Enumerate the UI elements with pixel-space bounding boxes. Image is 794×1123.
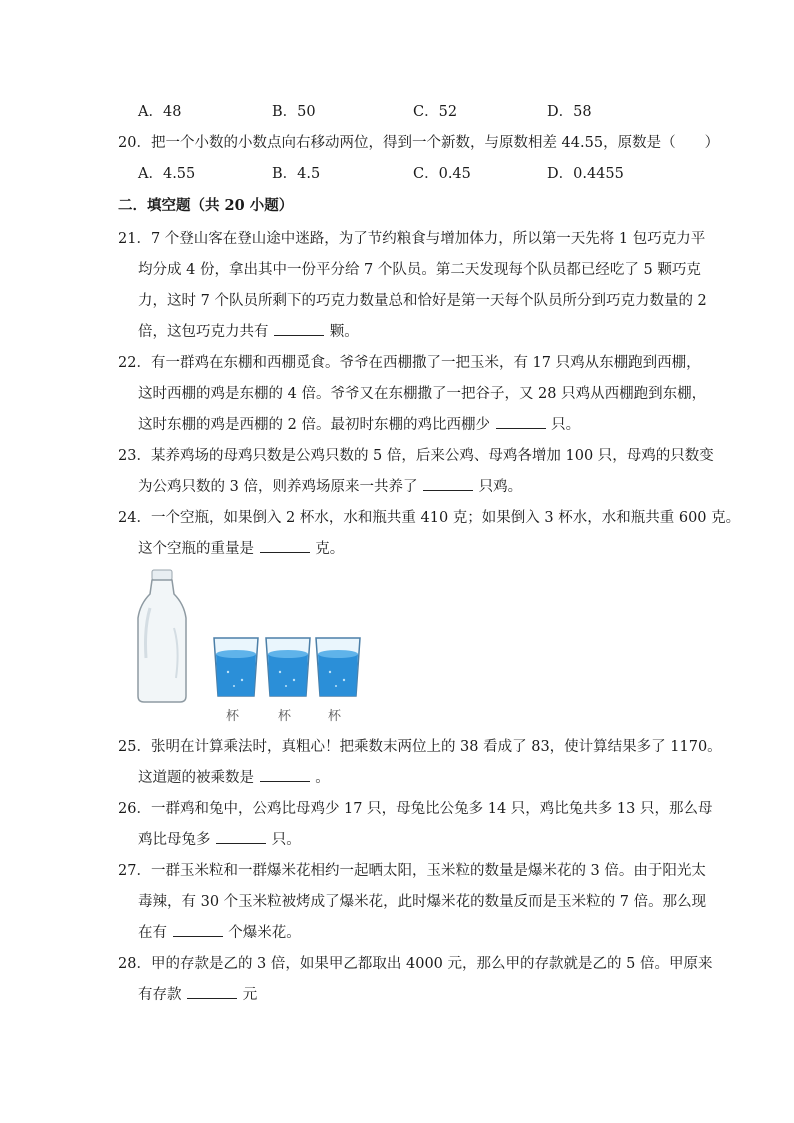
q19-option-b: B．50	[272, 104, 316, 120]
q28-answer-blank[interactable]	[187, 984, 237, 999]
q27-line-3	[138, 922, 301, 944]
q20-option-c: C．0.45	[413, 166, 471, 182]
q19-option-c: C．52	[413, 104, 458, 120]
q26-line-2-text: 鸡比母兔多	[138, 832, 211, 848]
water-bottle-icon	[138, 570, 186, 702]
q26-answer-blank[interactable]	[216, 829, 266, 844]
q24-line-2-text: 这个空瓶的重量是	[138, 541, 254, 557]
q19-option-d: D．58	[547, 104, 592, 120]
q27-line-3-suffix: 个爆米花。	[228, 925, 301, 941]
q28-line-1: 28．甲的存款是乙的 3 倍，如果甲乙都取出 4000 元，那么甲的存款就是乙的 5 倍。甲原来	[118, 956, 713, 972]
q22-line-1: 22．有一群鸡在东棚和西棚觅食。爷爷在西棚撒了一把玉米，有 17 只鸡从东棚跑到西棚，	[118, 355, 701, 371]
q21-line-4-text: 倍，这包巧克力共有	[138, 324, 269, 340]
q20-question: 20．把一个小数的小数点向右移动两位，得到一个新数，与原数相差 44.55，原数是（ ）	[118, 135, 720, 151]
cup-label-3: 杯	[328, 709, 342, 724]
q21-line-4-suffix: 颗。	[329, 324, 359, 340]
cup-2-icon	[266, 638, 310, 696]
q21-line-1: 21．7 个登山客在登山途中迷路，为了节约粮食与增加体力，所以第一天先将 1 包巧克力平	[118, 231, 706, 247]
cup-1-icon	[214, 638, 258, 696]
q25-answer-blank[interactable]	[260, 767, 310, 782]
cup-label-1: 杯	[226, 709, 240, 724]
q22-line-3-suffix: 只。	[551, 417, 581, 433]
q28-line-2-text: 有存款	[138, 987, 182, 1003]
q23-line-2-suffix: 只鸡。	[478, 479, 523, 495]
q23-line-2	[138, 476, 522, 498]
q27-line-1: 27．一群玉米粒和一群爆米花相约一起晒太阳，玉米粒的数量是爆米花的 3 倍。由于阳光太	[118, 863, 706, 879]
q25-line-2	[138, 767, 330, 789]
cup-3-icon	[316, 638, 360, 696]
q21-line-2: 均分成 4 份，拿出其中一份平分给 7 个队员。第二天发现每个队员都已经吃了 5 颗巧克	[138, 262, 701, 278]
q24-line-1: 24．一个空瓶，如果倒入 2 杯水，水和瓶共重 410 克；如果倒入 3 杯水，水和瓶共重 600 克。	[118, 510, 741, 526]
q20-options	[138, 163, 738, 185]
q26-line-2	[138, 829, 301, 851]
q20-option-b: B．4.5	[272, 166, 321, 182]
q24-line-2-suffix: 克。	[315, 541, 345, 557]
q19-options	[138, 101, 738, 123]
q25-line-2-text: 这道题的被乘数是	[138, 770, 254, 786]
q21-line-4	[138, 321, 359, 343]
q27-line-2: 毒辣，有 30 个玉米粒被烤成了爆米花，此时爆米花的数量反而是玉米粒的 7 倍。那么现	[138, 894, 707, 910]
q22-line-3	[138, 414, 580, 436]
q22-line-2: 这时西棚的鸡是东棚的 4 倍。爷爷又在东棚撒了一把谷子，又 28 只鸡从西棚跑到东棚，	[138, 386, 707, 402]
q20-option-d: D．0.4455	[547, 166, 624, 182]
q20-option-a: A．4.55	[138, 166, 196, 182]
q24-answer-blank[interactable]	[260, 538, 310, 553]
q21-answer-blank[interactable]	[274, 321, 324, 336]
q26-line-2-suffix: 只。	[271, 832, 301, 848]
bottle-and-cups-illustration	[130, 568, 370, 728]
q25-line-2-suffix: 。	[315, 770, 330, 786]
q23-line-2-text: 为公鸡只数的 3 倍，则养鸡场原来一共养了	[138, 479, 418, 495]
q27-answer-blank[interactable]	[173, 922, 223, 937]
q22-line-3-text: 这时东棚的鸡是西棚的 2 倍。最初时东棚的鸡比西棚少	[138, 417, 490, 433]
q28-line-2	[138, 984, 257, 1006]
q26-line-1: 26．一群鸡和兔中，公鸡比母鸡少 17 只，母兔比公兔多 14 只，鸡比兔共多 13 只，那么母	[118, 801, 713, 817]
q22-answer-blank[interactable]	[496, 414, 546, 429]
q19-option-a: A．48	[138, 104, 182, 120]
section-heading: 二．填空题（共 20 小题）	[118, 197, 294, 214]
q25-line-1: 25．张明在计算乘法时，真粗心！把乘数末两位上的 38 看成了 83，使计算结果多了 1170。	[118, 739, 722, 755]
q24-line-2	[138, 538, 344, 560]
q28-line-2-suffix: 元	[242, 987, 258, 1003]
q21-line-3: 力，这时 7 个队员所剩下的巧克力数量总和恰好是第一天每个队员所分到巧克力数量的 2	[138, 293, 707, 309]
cup-label-2: 杯	[278, 709, 292, 724]
q23-answer-blank[interactable]	[423, 476, 473, 491]
q23-line-1: 23．某养鸡场的母鸡只数是公鸡只数的 5 倍，后来公鸡、母鸡各增加 100 只，母鸡的只数变	[118, 448, 714, 464]
q27-line-3-text: 在有	[138, 925, 167, 941]
